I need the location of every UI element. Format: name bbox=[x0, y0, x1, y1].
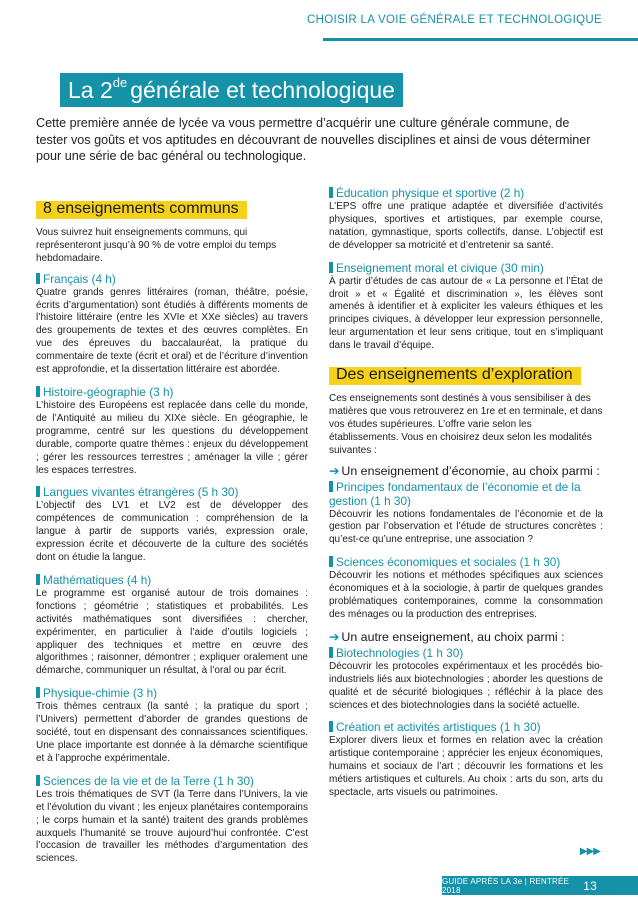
common-lead: Vous suivrez huit enseignements communs, qui représenteront jusqu’à 90 % de votre emploi du temps hebdomadaire. bbox=[36, 226, 277, 264]
title-prefix: La 2 bbox=[68, 76, 113, 103]
subject-languages bbox=[36, 485, 308, 565]
bullet-bar-icon bbox=[329, 556, 333, 567]
footer-guide-label: GUIDE APRÈS LA 3e | RENTRÉE 2018 bbox=[442, 876, 570, 895]
subject-text: Découvrir les notions fondamentales de l’économie et de la gestion par l’observation et l’étude de structures concrètes : qu’est-ce qu’une entreprise, une association ? bbox=[329, 508, 603, 546]
intro-paragraph: Cette première année de lycée va vous permettre d’acquérir une culture générale commune, de tester vos goûts et vos aptitudes en découvrant de nouvelles disciplines et ainsi de vous déterminer pour une série de bac général ou technologique. bbox=[36, 116, 591, 163]
choice-label: Un enseignement d’économie, au choix parmi : bbox=[341, 463, 600, 478]
subject-economics-management bbox=[329, 480, 603, 548]
subject-title: Création et activités artistiques (1 h 30) bbox=[336, 720, 541, 735]
subject-economic-social-sciences bbox=[329, 555, 603, 622]
corner-tab bbox=[603, 876, 638, 895]
subject-title: Principes fondamentaux de l’économie et de la gestion (1 h 30) bbox=[329, 479, 581, 508]
choice-economics bbox=[329, 464, 603, 479]
bullet-bar-icon bbox=[36, 775, 40, 786]
continue-arrows-icon: ▶▶▶ bbox=[579, 846, 600, 857]
exploration-lead: Ces enseignements sont destinés à vous sensibiliser à des matières que vous retrouverez en 1re et en terminale, et dans vos études supérieures. L’offre varie selon les établissements. Vous en choisirez deux selon les modalités suivantes : bbox=[329, 392, 603, 456]
bullet-bar-icon bbox=[329, 721, 333, 732]
choice-label: Un autre enseignement, au choix parmi : bbox=[341, 629, 565, 644]
left-column bbox=[36, 201, 308, 874]
subject-text: L’objectif des LV1 et LV2 est de développer des compétences de communication : compréhension de la langue à partir de supports variés, expression orale, expression écrite et découverte de la culture des sociétés dont on étudie la langue. bbox=[36, 500, 308, 564]
bullet-bar-icon bbox=[329, 187, 333, 198]
subject-title: Langues vivantes étrangères (5 h 30) bbox=[43, 485, 239, 500]
bullet-bar-icon bbox=[36, 273, 40, 284]
header-rule bbox=[323, 38, 638, 41]
bullet-bar-icon bbox=[36, 486, 40, 497]
subject-text: Trois thèmes centraux (la santé ; la pratique du sport ; l’Univers) permettent d’aborder de grandes questions de société, tout en dispensant des connaissances scientifiques. Une place importante est donnée à la démarche scientifique et à l’approche expérimentale. bbox=[36, 701, 308, 764]
subject-text: L’EPS offre une pratique adaptée et diversifiée d’activités physiques, sportives et artistiques, par exemple course, natation, gymnastique, sports collectifs, danse. L’objectif est de développer sa motricité et d’entretenir sa santé. bbox=[329, 201, 603, 251]
subject-biotechnologies bbox=[329, 646, 603, 713]
bullet-bar-icon bbox=[36, 574, 40, 585]
subject-title: Histoire-géographie (3 h) bbox=[43, 384, 174, 399]
subject-title: Biotechnologies (1 h 30) bbox=[336, 645, 464, 660]
subject-text: Le programme est organisé autour de trois domaines : fonctions ; géométrie ; statistiques et probabilités. Les activités mathématiques sont diversifiées : chercher, expérimenter, en particulier à l’aide d’outils logiciels ; appliquer des techniques et mettre en œuvre des algorithmes ; raisonner, démontrer ; expliquer oralement une démarche, communiquer un résultat, à l’oral ou par écrit. bbox=[36, 587, 308, 677]
subject-life-earth-sciences bbox=[36, 774, 308, 866]
subject-text: Découvrir les protocoles expérimentaux et les procédés bio-industriels liés aux biotechnologies ; aborder les questions de qualité et de sécurité biologiques ; réfléchir à la place des sciences et des biotechnologies dans la société actuelle. bbox=[329, 660, 603, 711]
subject-text: À partir d’études de cas autour de « La personne et l’État de droit » et « Égalité et discrimination », les élèves sont amenés à identifier et à expliciter les valeurs éthiques et les principes civiques, à développer leur expression personnelle, leur argumentation et leur sens critique, tout en s’impliquant dans le travail d’équipe. bbox=[329, 275, 603, 352]
subject-artistic-creation bbox=[329, 720, 603, 800]
subject-french bbox=[36, 272, 308, 377]
subject-text: Découvrir les notions et méthodes spécifiques aux sciences économiques et à la sociologie, à partir de quelques grandes problématiques contemporaines, comme la consommation des ménages ou la production des entreprises. bbox=[329, 570, 603, 620]
subject-physical-education bbox=[329, 186, 603, 253]
bullet-bar-icon bbox=[329, 481, 333, 492]
bullet-bar-icon bbox=[36, 687, 40, 698]
subject-history-geography bbox=[36, 385, 308, 477]
subject-physics-chemistry bbox=[36, 686, 308, 766]
subject-title: Physique-chimie (3 h) bbox=[43, 686, 158, 701]
choice-other bbox=[329, 630, 603, 645]
page-number: 13 bbox=[583, 878, 597, 893]
subject-title: Enseignement moral et civique (30 min) bbox=[336, 260, 544, 275]
footer-banner bbox=[442, 876, 603, 895]
section-header: CHOISIR LA VOIE GÉNÉRALE ET TECHNOLOGIQUE bbox=[307, 14, 602, 26]
arrow-right-icon: ➔ bbox=[329, 463, 340, 478]
arrow-right-icon: ➔ bbox=[329, 629, 340, 644]
bullet-bar-icon bbox=[329, 647, 333, 658]
subject-title: Français (4 h) bbox=[43, 271, 116, 286]
title-superscript: de bbox=[112, 74, 128, 90]
subject-text: Les trois thématiques de SVT (la Terre dans l’Univers, la vie et l’évolution du vivant ; les enjeux planétaires contemporains ; le corps humain et la santé) traitent des grands problèmes auxquels l’humanité se trouve aujourd’hui confrontée. C’est l’occasion de travailler les méthodes d’argumentation des sciences. bbox=[36, 788, 308, 865]
subject-title: Mathématiques (4 h) bbox=[43, 572, 152, 587]
bullet-bar-icon bbox=[329, 262, 333, 273]
subject-title: Sciences économiques et sociales (1 h 30) bbox=[336, 555, 561, 570]
subject-mathematics bbox=[36, 573, 308, 678]
subject-title: Éducation physique et sportive (2 h) bbox=[336, 186, 525, 200]
exploration-heading: Des enseignements d’exploration bbox=[329, 367, 581, 385]
bullet-bar-icon bbox=[36, 386, 40, 397]
subject-text: Quatre grands genres littéraires (roman, théâtre, poésie, écrits d’argumentation) sont étudiés à différents moments de l’histoire littéraire (entre les XVIe et XXe siècles) au travers des groupements de textes et des œuvres complètes. En vue des épreuves du baccalauréat, la pratique du commentaire de texte (écrit et oral) et de l’écriture d’invention est approfondie, et la dissertation littéraire est abordée. bbox=[36, 286, 308, 376]
subject-text: Explorer divers lieux et formes en relation avec la création artistique contemporaine ; apprécier les enjeux économiques, humains et sociaux de l’art ; découvrir les formations et les métiers artistiques et culturels. Au choix : arts du son, arts du spectacle, arts visuels ou patrimoines. bbox=[329, 735, 603, 799]
common-heading: 8 enseignements communs bbox=[36, 201, 247, 219]
subject-moral-civic bbox=[329, 261, 603, 353]
title-suffix: générale et technologique bbox=[130, 76, 395, 103]
right-column bbox=[329, 186, 603, 808]
page-title bbox=[60, 73, 403, 107]
subject-text: L’histoire des Européens est replacée dans celle du monde, de l’Antiquité au milieu du XIXe siècle. En géographie, le programme, centré sur les questions du développement durable, comporte quatre thèmes : enjeux du développement ; gérer les ressources terrestres ; aménager la ville ; gérer les espaces terrestres. bbox=[36, 399, 308, 476]
subject-title: Sciences de la vie et de la Terre (1 h 30) bbox=[43, 773, 254, 788]
